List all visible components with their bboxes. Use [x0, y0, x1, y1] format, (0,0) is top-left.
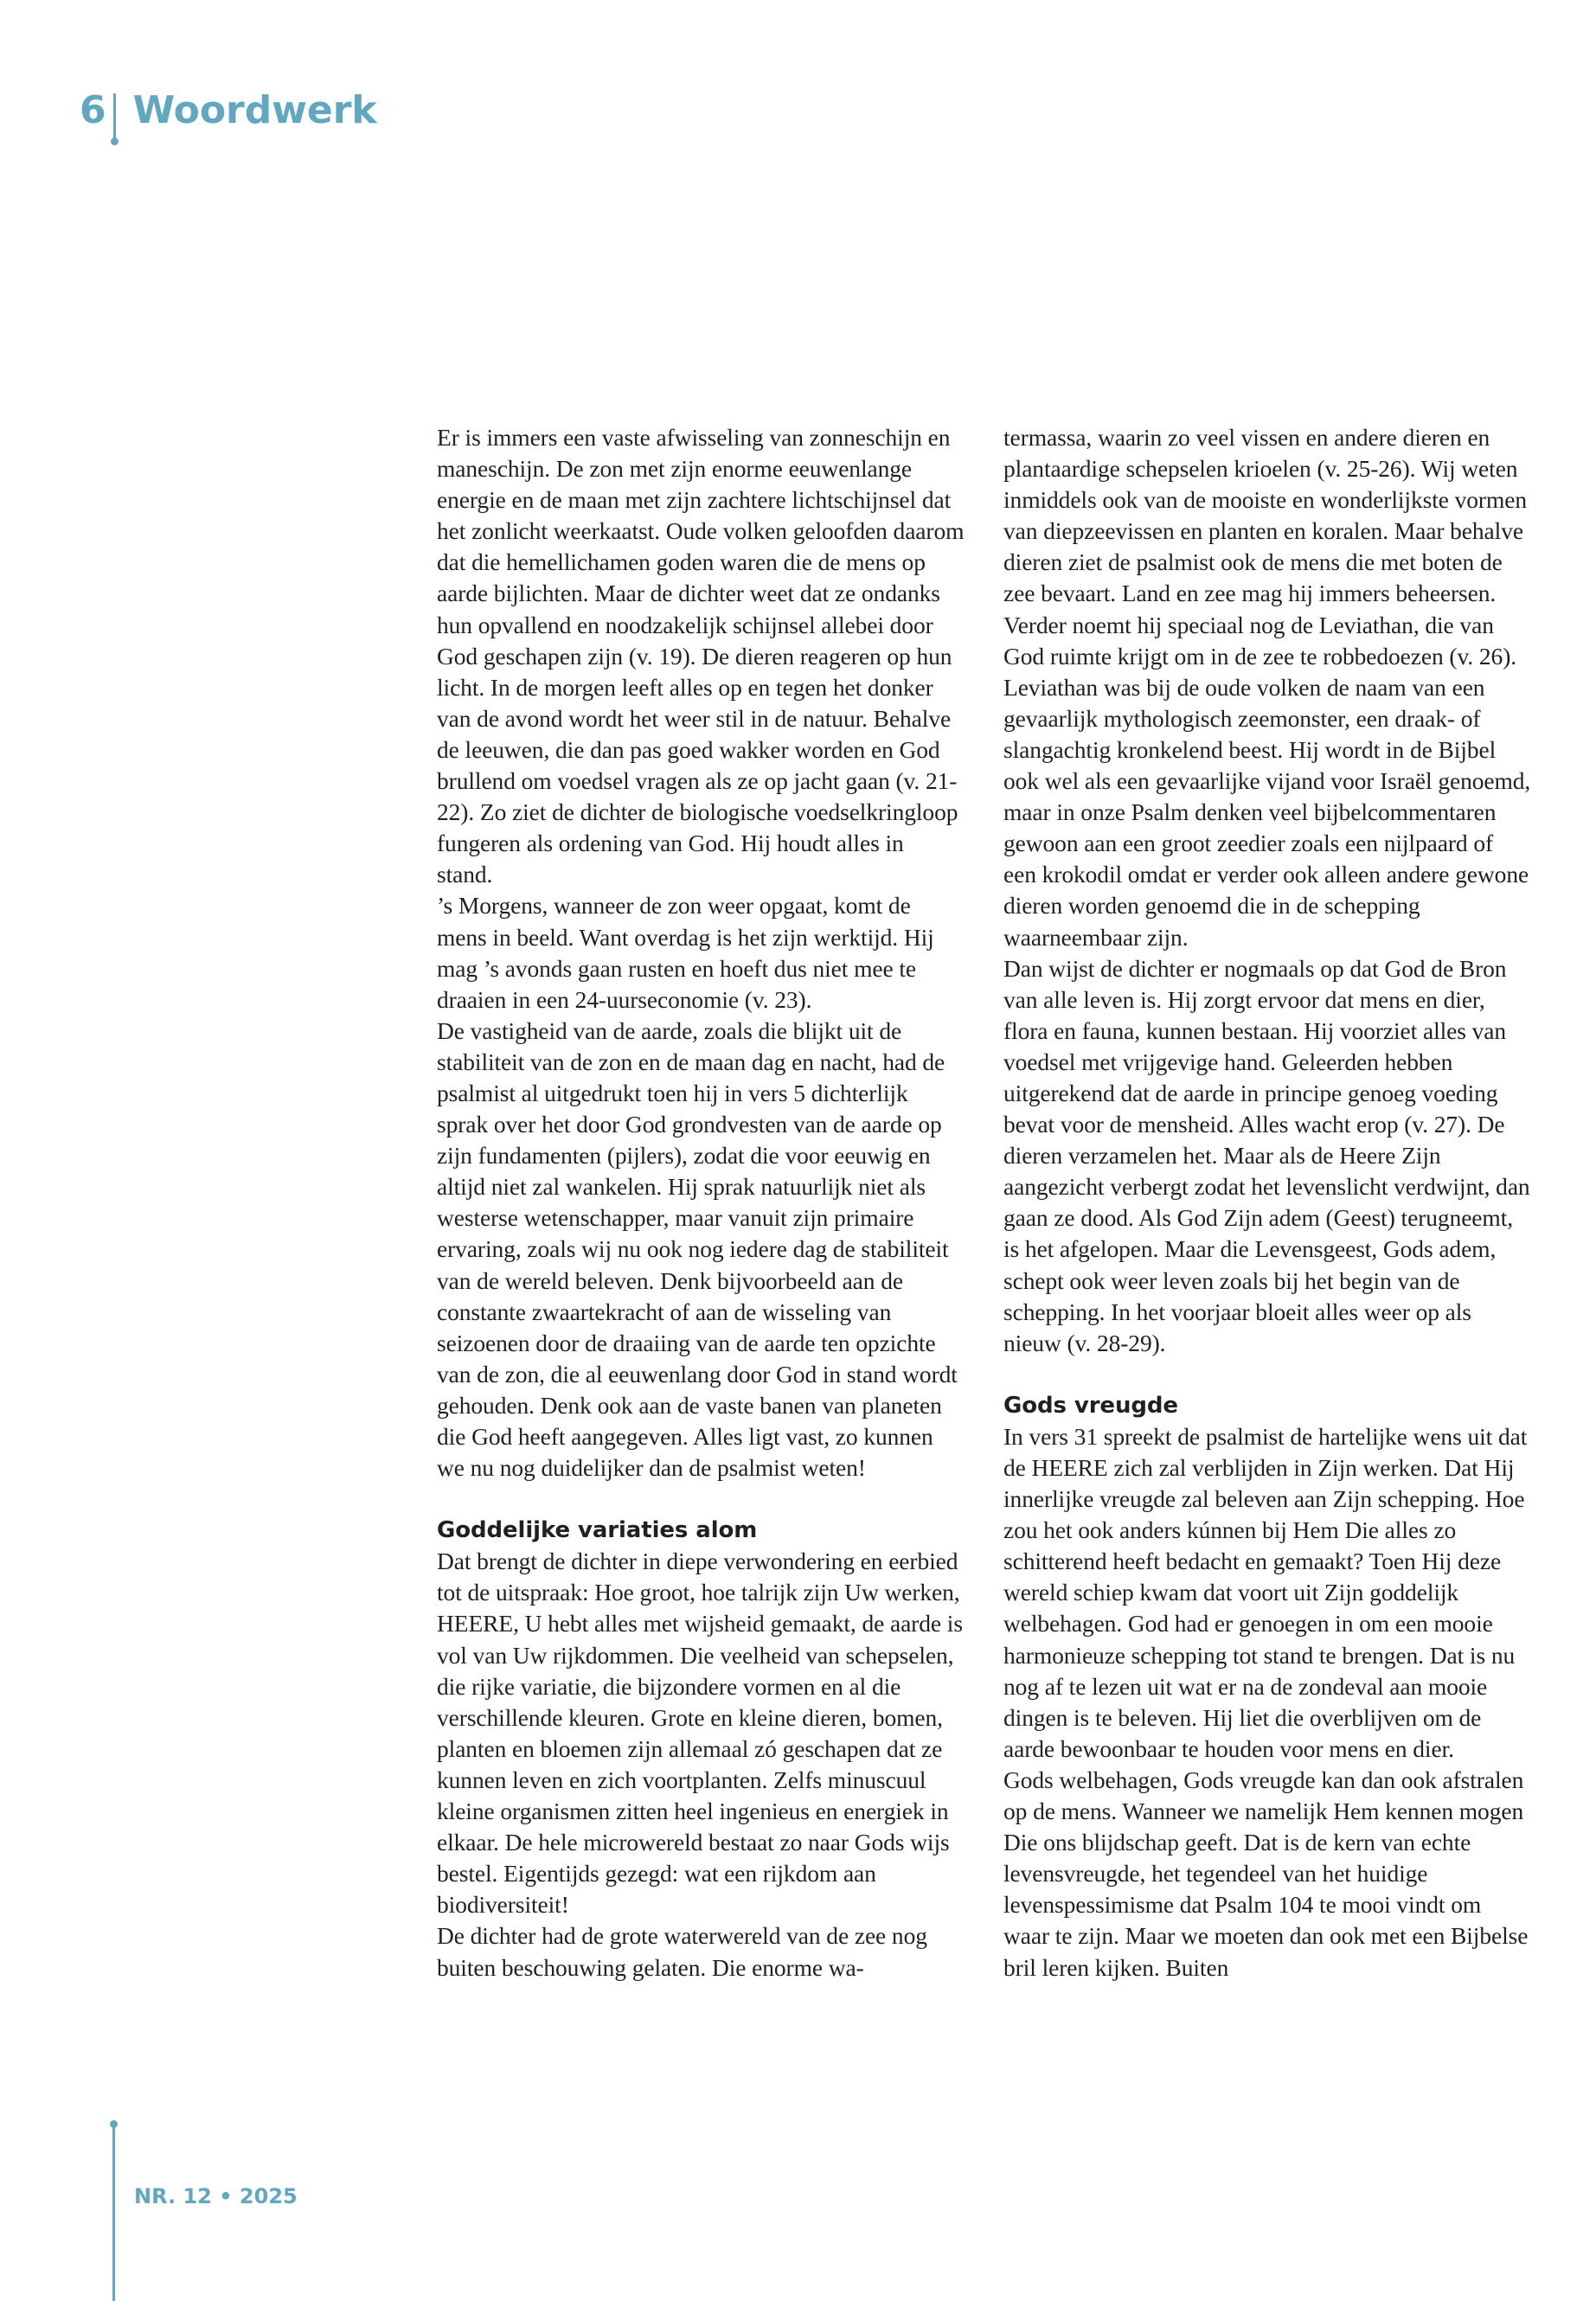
- paragraph: termassa, waarin zo veel vissen en andere dieren en plantaardige schepselen krioelen (v. 25-26). Wij weten inmiddels ook van de mooiste en wonderlijkste vormen van diepzeevissen en planten en koralen. Maar behalve dieren ziet de psalmist ook de mens die met boten de zee bevaart. Land en zee mag hij immers beheersen.: [1003, 424, 1528, 607]
- section-heading: Goddelijke variaties alom: [437, 1517, 758, 1544]
- right-column: [1003, 422, 1531, 1984]
- paragraph: De dichter had de grote waterwereld van de zee nog buiten beschouwing gelaten. Die enorme wa-: [437, 1922, 927, 1981]
- paragraph: Dan wijst de dichter er nogmaals op dat God de Bron van alle leven is. Hij zorgt ervoor dat mens en dier, flora en fauna, kunnen bestaan. Hij voorziet alles van voedsel met vrijgevige hand. Geleerden hebben uitgerekend dat de aarde in principe genoeg voeding bevat voor de mensheid. Alles wacht erop (v. 27). De dieren verzamelen het. Maar als de Heere Zijn aangezicht verbergt zodat het levenslicht verdwijnt, dan gaan ze dood. Als God Zijn adem (Geest) terugneemt, is het afgelopen. Maar die Levensgeest, Gods adem, schept ook weer leven zoals bij het begin van de schepping. In het voorjaar bloeit alles weer op als nieuw (v. 28-29).: [1003, 954, 1530, 1356]
- footer-rule: [112, 2124, 115, 2301]
- paragraph: Dat brengt de dichter in diepe verwondering en eerbied tot de uitspraak: Hoe groot, hoe talrijk zijn Uw werken, HEERE, U hebt alles met wijsheid gemaakt, de aarde is vol van Uw rijkdommen. Die veelheid van schepselen, die rijke variatie, die bijzondere vormen en al die verschillende kleuren. Grote en kleine dieren, bomen, planten en bloemen zijn allemaal zó geschapen dat ze kunnen leven en zich voortplanten. Zelfs minuscuul kleine organismen zitten heel ingenieus en energiek in elkaar. De hele microwereld bestaat zo naar Gods wijs bestel. Eigentijds gezegd: wat een rijkdom aan biodiversiteit!: [437, 1548, 963, 1919]
- left-column: [437, 422, 965, 1984]
- paragraph: Gods welbehagen, Gods vreugde kan dan ook afstralen op de mens. Wanneer we namelijk Hem kennen mogen Die ons blijdschap geeft. Dat is de kern van echte levensvreugde, het tegendeel van het huidige levenspessimisme dat Psalm 104 te mooi vindt om waar te zijn. Maar we moeten dan ook met een Bijbelse bril leren kijken. Buiten: [1003, 1766, 1529, 1981]
- page-header: [80, 88, 377, 142]
- section-heading: Gods vreugde: [1003, 1392, 1178, 1419]
- paragraph: ’s Morgens, wanneer de zon weer opgaat, komt de mens in beeld. Want overdag is het zijn werktijd. Hij mag ’s avonds gaan rusten en hoeft dus niet mee te draaien in een 24-uurseconomie (v. 23).: [437, 892, 934, 1013]
- section-gap: [437, 1484, 965, 1515]
- paragraph: In vers 31 spreekt de psalmist de hartelijke wens uit dat de HEERE zich zal verblijden in Zijn werken. Dat Hij innerlijke vreugde zal beleven aan Zijn schepping. Hoe zou het ook anders kúnnen bij Hem Die alles zo schitterend heeft bedacht en gemaakt? Toen Hij deze wereld schiep kwam dat voort uit Zijn goddelijk welbehagen. God had er genoegen in om een mooie harmonieuze schepping tot stand te brengen. Dat is nu nog af te lezen uit wat er na de zondeval aan mooie dingen is te beleven. Hij liet die overblijven om de aarde bewoonbaar te houden voor mens en dier.: [1003, 1422, 1528, 1762]
- paragraph: Verder noemt hij speciaal nog de Leviathan, die van God ruimte krijgt om in de zee te robbedoezen (v. 26). Leviathan was bij de oude volken de naam van een gevaarlijk mythologisch zeemonster, een draak- of slangachtig kronkelend beest. Hij wordt in de Bijbel ook wel als een gevaarlijke vijand voor Israël genoemd, maar in onze Psalm denken veel bijbelcommentaren gewoon aan een groot zeedier zoals een nijlpaard of een krokodil omdat er verder ook alleen andere gewone dieren worden genoemd die in de schepping waarneembaar zijn.: [1003, 611, 1531, 951]
- issue-label: NR. 12 • 2025: [134, 2184, 298, 2208]
- paragraph: Er is immers een vaste afwisseling van zonneschijn en maneschijn. De zon met zijn enorme eeuwenlange energie en de maan met zijn zachtere lichtschijnsel dat het zonlicht weerkaatst. Oude volken geloofden daarom dat die hemellichamen goden waren die de mens op aarde bijlichten. Maar de dichter weet dat ze ondanks hun opvallend en noodzakelijk schijnsel allebei door God geschapen zijn (v. 19). De dieren reageren op hun licht. In de morgen leeft alles op en tegen het donker van de avond wordt het weer stil in de natuur. Behalve de leeuwen, die dan pas goed wakker worden en God brullend om voedsel vragen als ze op jacht gaan (v. 21-22). Zo ziet de dichter de biologische voedselkringloop fungeren als ordening van God. Hij houdt alles in stand.: [437, 424, 965, 888]
- section-gap: [1003, 1359, 1531, 1390]
- page-number: 6: [80, 88, 106, 132]
- header-divider: [113, 93, 116, 142]
- paragraph: De vastigheid van de aarde, zoals die blijkt uit de stabiliteit van de zon en de maan dag en nacht, had de psalmist al uitgedrukt toen hij in vers 5 dichterlijk sprak over het door God grondvesten van de aarde op zijn fundamenten (pijlers), zodat die voor eeuwig en altijd niet zal wankelen. Hij sprak natuurlijk niet als westerse wetenschapper, maar vanuit zijn primaire ervaring, zoals wij nu ook nog iedere dag de stabiliteit van de wereld beleven. Denk bijvoorbeeld aan de constante zwaartekracht of aan de wisseling van seizoenen door de draaiing van de aarde ten opzichte van de zon, die al eeuwenlang door God in stand wordt gehouden. Denk ook aan de vaste banen van planeten die God heeft aangegeven. Alles ligt vast, zo kunnen we nu nog duidelijker dan de psalmist weten!: [437, 1016, 958, 1482]
- section-title: Woordwerk: [132, 88, 377, 132]
